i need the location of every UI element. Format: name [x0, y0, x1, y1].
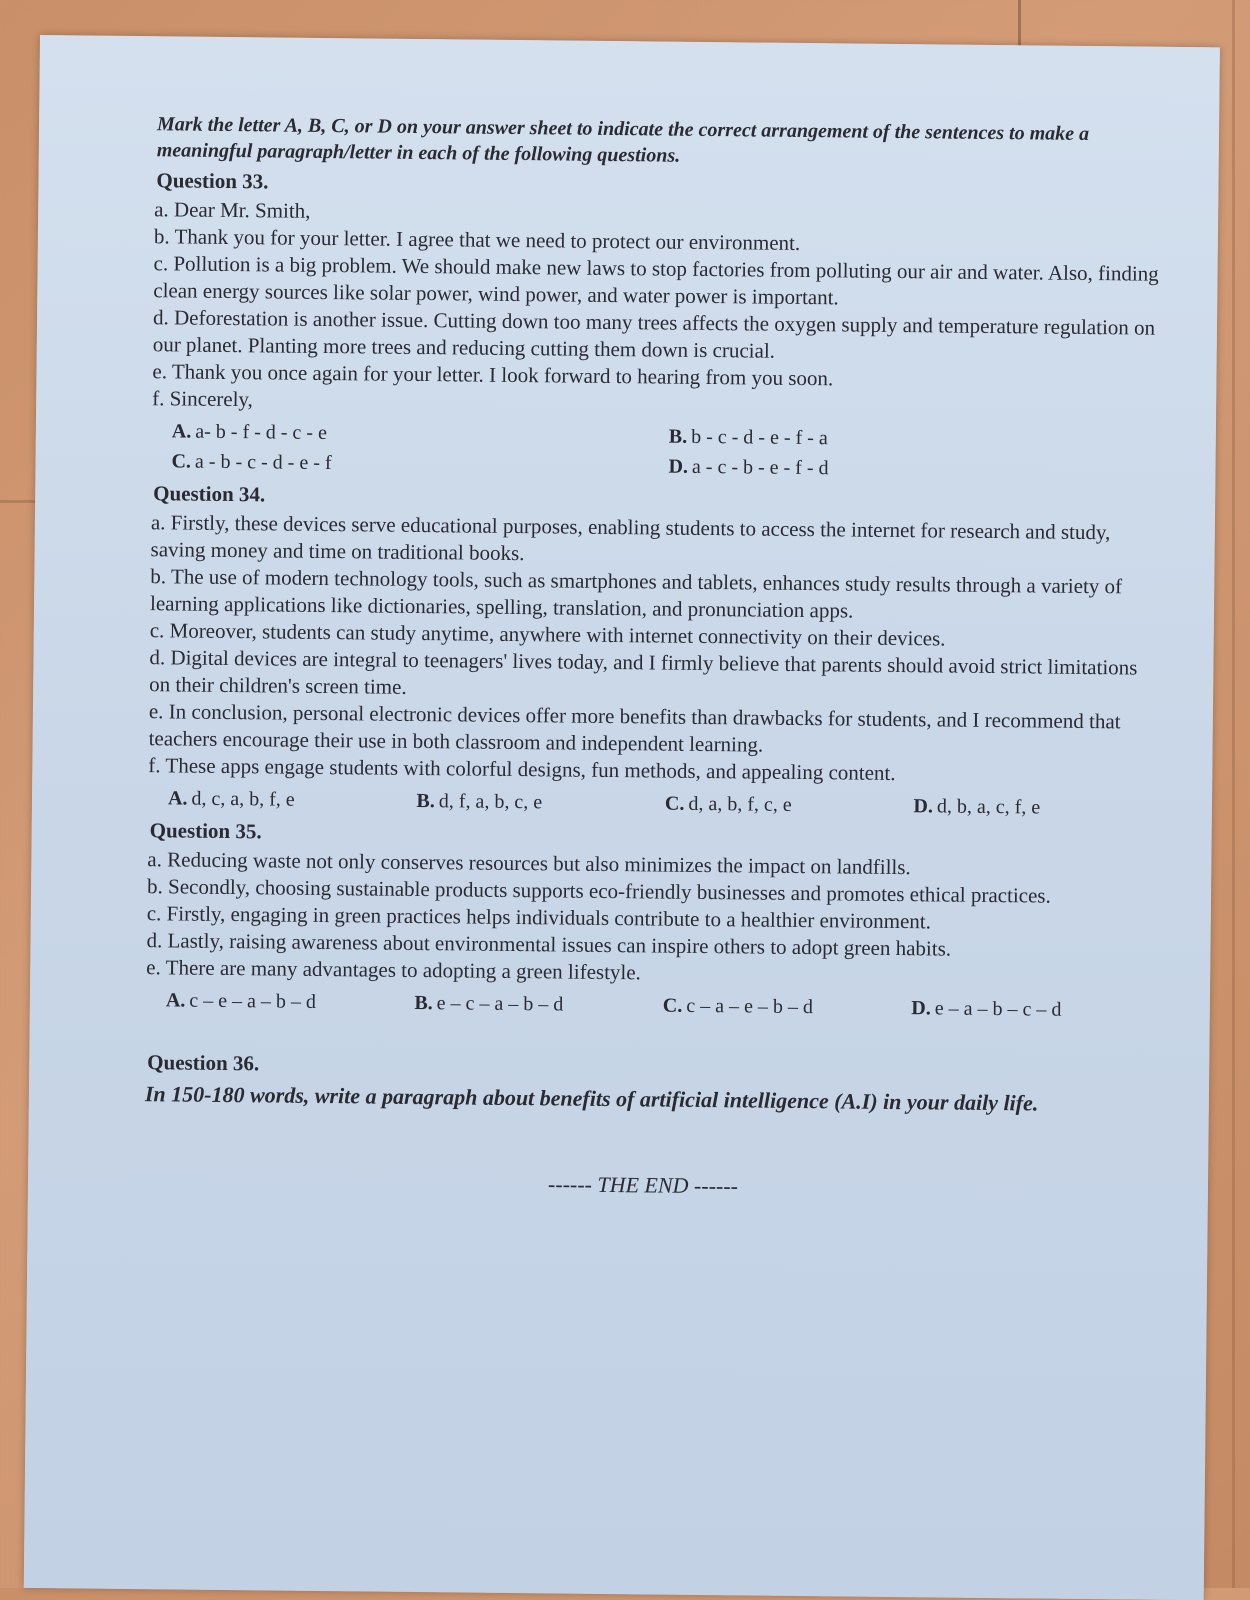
sentence-line: a. Dear Mr. Smith,: [154, 197, 311, 223]
exam-content: [128, 111, 1169, 1204]
question-36: [129, 1049, 1160, 1121]
question-title: Question 35.: [149, 818, 262, 844]
answer-option-d[interactable]: D. a - c - b - e - f - d: [668, 455, 829, 480]
sentence-line: c. Firstly, engaging in green practices helps individuals contribute to a healthier environment.: [146, 901, 932, 934]
sentence-line: a. Reducing waste not only conserves resources but also minimizes the impact on landfills.: [147, 847, 911, 880]
question-body: [152, 196, 1168, 423]
sentence-line: c. Pollution is a big problem. We should make new laws to stop factories from polluting our air and water. Also, finding clean energy sources like solar power, wind power, and water power is important.: [153, 251, 1159, 310]
answer-option-d[interactable]: D. d, b, a, c, f, e: [913, 795, 1041, 819]
floor-tile-seam: [1232, 0, 1235, 1588]
sentence-line: f. Sincerely,: [152, 386, 254, 412]
question-34: [132, 480, 1165, 824]
answer-option-a[interactable]: A. c – e – a – b – d: [165, 989, 317, 1013]
question-title: Question 34.: [153, 481, 266, 507]
sentence-line: b. Secondly, choosing sustainable products supports eco-friendly businesses and promotes ethical practices.: [146, 874, 1051, 908]
sentence-line: d. Deforestation is another issue. Cutting down too many trees affects the oxygen supply and temperature regulation on our planet. Planting more trees and reducing cutting them down is crucial.: [152, 305, 1156, 363]
answer-option-c[interactable]: C. c – a – e – b – d: [662, 994, 814, 1019]
question-33: [135, 167, 1168, 487]
answer-option-c[interactable]: C. d, a, b, f, c, e: [664, 792, 792, 816]
exam-paper: [24, 35, 1220, 1600]
question-title: Question 36.: [147, 1050, 260, 1076]
sentence-line: b. Thank you for your letter. I agree that we need to protect our environment.: [153, 224, 801, 255]
question-title: Question 33.: [156, 168, 269, 194]
sentence-line: d. Lastly, raising awareness about environmental issues can inspire others to adopt green habits.: [146, 928, 952, 961]
answer-option-a[interactable]: A. d, c, a, b, f, e: [167, 787, 295, 811]
answer-option-b[interactable]: B. b - c - d - e - f - a: [668, 425, 828, 450]
answer-options: [166, 985, 1160, 1025]
the-end-marker: ------ THE END ------: [547, 1171, 739, 1199]
instruction-text: Mark the letter A, B, C, or D on your answer sheet to indicate the correct arrangement of the sentences to make a meaningful paragraph/letter in each of the following questions.: [156, 113, 1090, 167]
sentence-line: e. In conclusion, personal electronic devices offer more benefits than drawbacks for students, and I recommend that teachers encourage their use in both classroom and independent learning.: [148, 699, 1121, 757]
answer-option-b[interactable]: B. d, f, a, b, c, e: [416, 789, 543, 814]
question-body: [146, 846, 1161, 992]
sentence-line: f. These apps engage students with colorful designs, fun methods, and appealing content.: [148, 753, 896, 785]
answer-option-d[interactable]: D. e – a – b – c – d: [911, 997, 1062, 1021]
answer-option-b[interactable]: B. e – c – a – b – d: [414, 991, 564, 1016]
sentence-line: d. Digital devices are integral to teenagers' lives today, and I firmly believe that parents should avoid strict limitations on their children's screen time.: [149, 645, 1138, 699]
answer-option-c[interactable]: C. a - b - c - d - e - f: [171, 450, 332, 475]
writing-task: In 150-180 words, write a paragraph about benefits of artificial intelligence (A.I) in your daily life.: [144, 1081, 1039, 1116]
sentence-line: a. Firstly, these devices serve educational purposes, enabling students to access the internet for research and study, saving money and time on traditional books.: [150, 510, 1111, 566]
sentence-line: c. Moreover, students can study anytime, anywhere with internet connectivity on their devices.: [149, 618, 946, 651]
sentence-line: e. Thank you once again for your letter. I look forward to hearing from you soon.: [152, 359, 834, 391]
answer-option-a[interactable]: A. a- b - f - d - c - e: [171, 420, 328, 445]
sentence-line: e. There are many advantages to adopting a green lifestyle.: [146, 955, 642, 985]
question-body: [148, 509, 1165, 790]
answer-options: [168, 783, 1162, 823]
question-35: [130, 817, 1162, 1026]
answer-options: [171, 416, 1166, 486]
sentence-line: b. The use of modern technology tools, such as smartphones and tablets, enhances study results through a variety of learning applications like dictionaries, spelling, translation, and pronunciation apps.: [149, 564, 1123, 623]
